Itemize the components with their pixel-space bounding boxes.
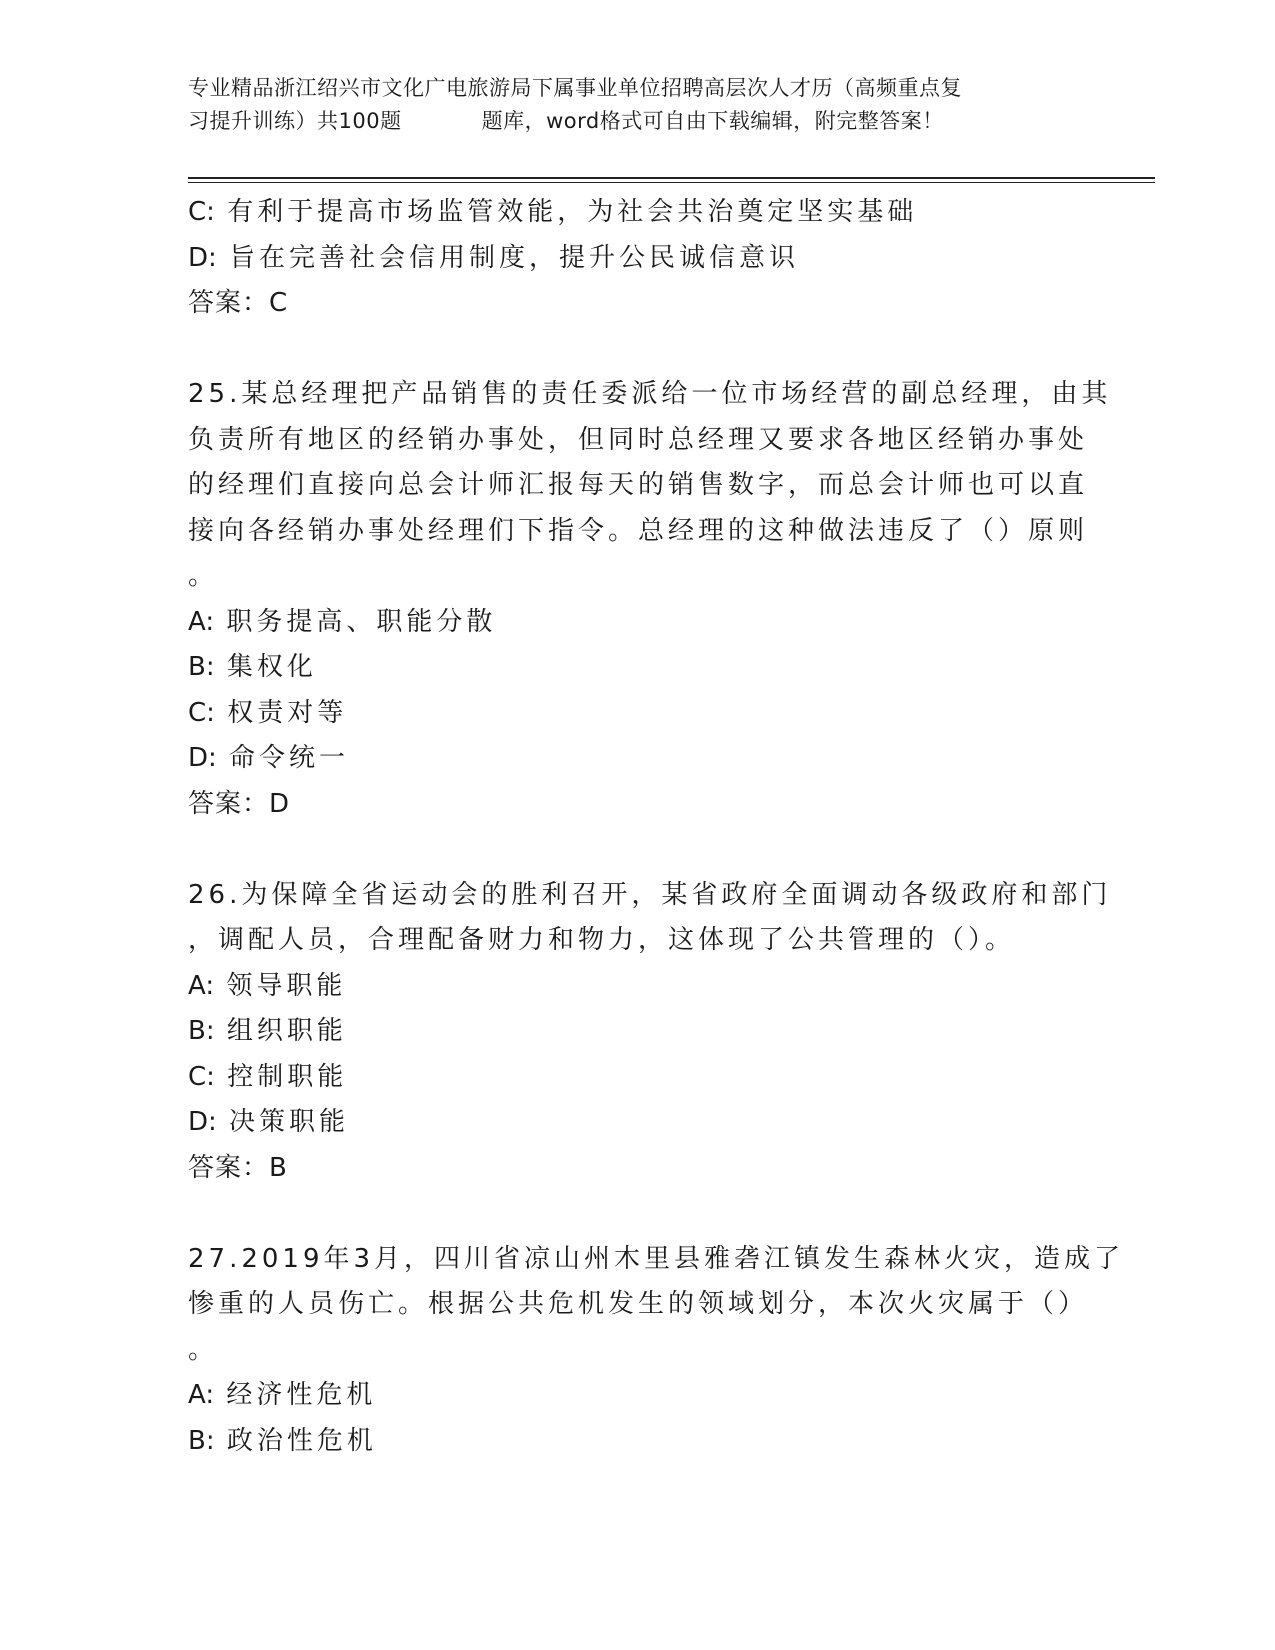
option-b [188, 1419, 1088, 1465]
option-text: 政治性危机 [226, 1425, 377, 1456]
option-letter: A: [188, 970, 215, 1001]
option-text: 权责对等 [227, 697, 348, 728]
option-letter: B: [188, 1425, 215, 1456]
header-rule-thin [188, 182, 1155, 183]
header-line-2-part-2: 题库，word格式可自由下载编辑，附完整答案！ [481, 109, 944, 133]
option-c [188, 1055, 1088, 1101]
option-letter: C: [188, 197, 215, 227]
option-c [188, 691, 1088, 737]
question-text-line: 负责所有地区的经销办事处，但同时总经理又要求各地区经销办事处 [188, 424, 1089, 455]
option-text: 职务提高、职能分散 [226, 606, 497, 637]
option-letter: C: [188, 697, 215, 728]
option-text: 旨在完善社会信用制度，提升公民诚信意识 [229, 242, 800, 273]
question-text-line: ，调配人员，合理配备财力和物力，这体现了公共管理的（）。 [188, 925, 1016, 955]
option-d [188, 736, 1088, 782]
option-letter: C: [188, 1061, 215, 1092]
answer-line: 答案：D [188, 788, 291, 819]
option-a [188, 600, 1088, 646]
question-text-line: 惨重的人员伤亡。根据公共危机发生的领域划分，本次火灾属于（） [188, 1289, 1089, 1319]
option-a [188, 964, 1088, 1010]
option-letter: B: [188, 652, 215, 682]
header-line-1: 专业精品浙江绍兴市文化广电旅游局下属事业单位招聘高层次人才历（高频重点复 [188, 76, 962, 100]
option-letter: D: [188, 743, 217, 773]
question-text-line: 的经理们直接向总会计师汇报每天的销售数字，而总会计师也可以直 [188, 470, 1089, 500]
header-line-2 [188, 105, 1088, 138]
spacer [188, 1191, 1088, 1237]
option-text: 有利于提高市场监管效能，为社会共治奠定坚实基础 [227, 197, 918, 227]
option-text: 决策职能 [229, 1107, 350, 1137]
header-line-2-part-1: 习提升训练）共100题 [188, 109, 402, 133]
option-letter: D: [188, 1107, 217, 1137]
option-b [188, 645, 1088, 691]
answer-line: 答案：B [188, 1152, 288, 1183]
question-text-line: 。 [188, 1334, 219, 1365]
question-text-line: 接向各经销办事处经理们下指令。总经理的这种做法违反了（）原则 [188, 515, 1089, 546]
spacer [188, 827, 1088, 873]
question-25 [188, 372, 1112, 827]
question-text-line: 27.2019年3月，四川省凉山州木里县雅砻江镇发生森林火灾，造成了 [188, 1243, 1125, 1274]
option-letter: A: [188, 606, 215, 637]
question-27 [188, 1237, 1125, 1465]
option-text: 经济性危机 [226, 1380, 377, 1410]
option-a [188, 1373, 1088, 1419]
option-letter: D: [188, 242, 217, 273]
question-text-line: 。 [188, 561, 219, 591]
question-text-line: 25.某总经理把产品销售的责任委派给一位市场经营的副总经理，由其 [188, 379, 1112, 409]
question-content [188, 190, 1125, 1464]
option-text: 组织职能 [226, 1016, 347, 1046]
prev-question-block [188, 190, 1088, 327]
page-header [188, 72, 1088, 138]
question-26 [188, 873, 1112, 1192]
option-text: 领导职能 [226, 970, 347, 1001]
option-text: 集权化 [226, 652, 317, 682]
option-text: 控制职能 [227, 1061, 348, 1092]
option-b [188, 1009, 1088, 1055]
option-letter: A: [188, 1380, 215, 1410]
question-text-line: 26.为保障全省运动会的胜利召开，某省政府全面调动各级政府和部门 [188, 879, 1112, 910]
option-d [188, 1100, 1088, 1146]
header-rule-thick [188, 177, 1155, 179]
spacer [188, 327, 1088, 373]
option-d [188, 236, 1088, 282]
answer-line: 答案：C [188, 288, 289, 318]
option-letter: B: [188, 1016, 215, 1046]
option-text: 命令统一 [229, 743, 350, 773]
option-c [188, 190, 1088, 236]
